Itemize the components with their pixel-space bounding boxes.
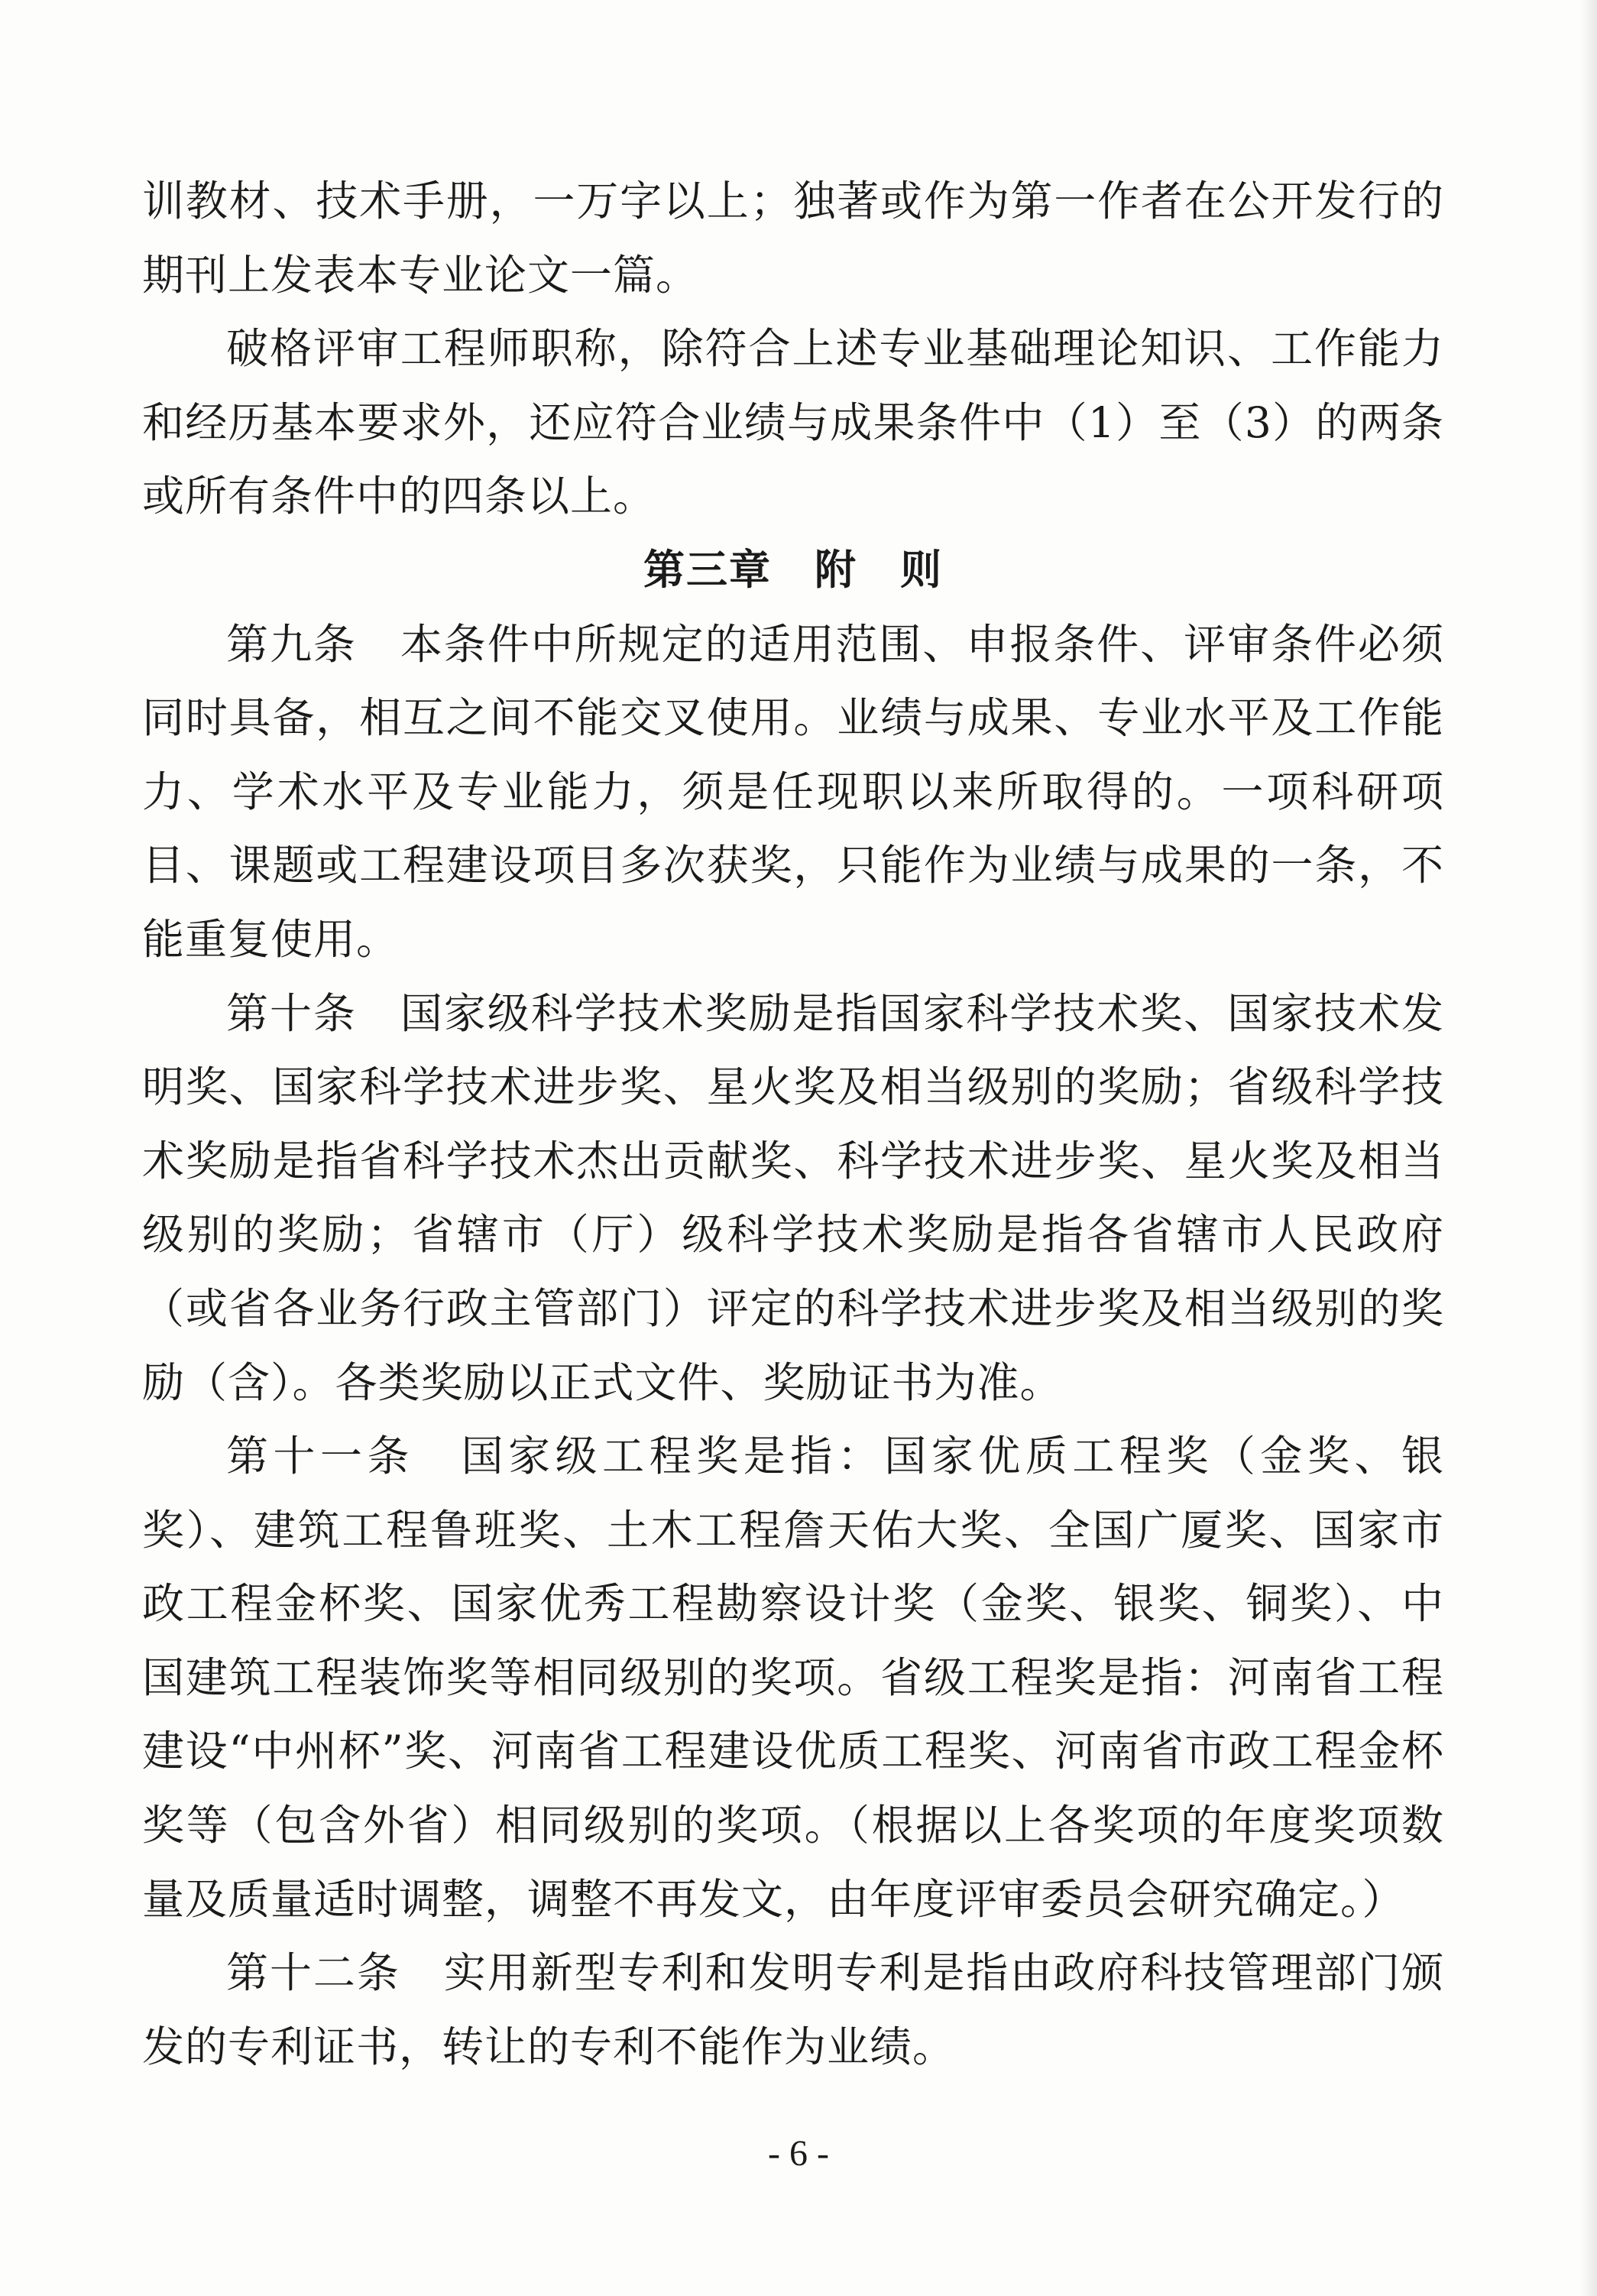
paragraph-continuation: 训教材、技术手册，一万字以上；独著或作为第一作者在公开发行的期刊上发表本专业论文一篇。 (142, 177, 1444, 300)
article-10: 第十条 国家级科学技术奖励是指国家科学技术奖、国家技术发明奖、国家科学技术进步奖、星火奖及相当级别的奖励；省级科学技术奖励是指省科学技术杰出贡献奖、科学技术进步奖、星火奖及相当级别的奖励；省辖市（厅）级科学技术奖励是指各省辖市人民政府（或省各业务行政主管部门）评定的科学技术进步奖及相当级别的奖励（含）。各类奖励以正式文件、奖励证书为准。 (142, 988, 1444, 1407)
article-11: 第十一条 国家级工程奖是指：国家优质工程奖（金奖、银奖）、建筑工程鲁班奖、土木工程詹天佑大奖、全国广厦奖、国家市政工程金杯奖、国家优秀工程勘察设计奖（金奖、银奖、铜奖）、中国建筑工程装饰奖等相同级别的奖项。省级工程奖是指：河南省工程建设“中州杯”奖、河南省工程建设优质工程奖、河南省市政工程金杯奖等（包含外省）相同级别的奖项。（根据以上各奖项的年度奖项数量及质量适时调整，调整不再发文，由年度评审委员会研究确定。） (142, 1432, 1444, 1924)
page-number: - 6 - (768, 2133, 829, 2174)
chapter-heading: 第三章 附 则 (643, 545, 943, 594)
article-9: 第九条 本条件中所规定的适用范围、申报条件、评审条件必须同时具备，相互之间不能交叉使用。业绩与成果、专业水平及工作能力、学术水平及专业能力，须是任现职以来所取得的。一项科研项目、课题或工程建设项目多次获奖，只能作为业绩与成果的一条，不能重复使用。 (142, 619, 1444, 964)
page-edge-shadow (1580, 0, 1597, 2296)
paragraph-exception-review: 破格评审工程师职称，除符合上述专业基础理论知识、工作能力和经历基本要求外，还应符合业绩与成果条件中（1）至（3）的两条或所有条件中的四条以上。 (142, 324, 1444, 521)
article-12: 第十二条 实用新型专利和发明专利是指由政府科技管理部门颁发的专利证书，转让的专利不能作为业绩。 (142, 1948, 1444, 2071)
document-body (142, 164, 1444, 2084)
